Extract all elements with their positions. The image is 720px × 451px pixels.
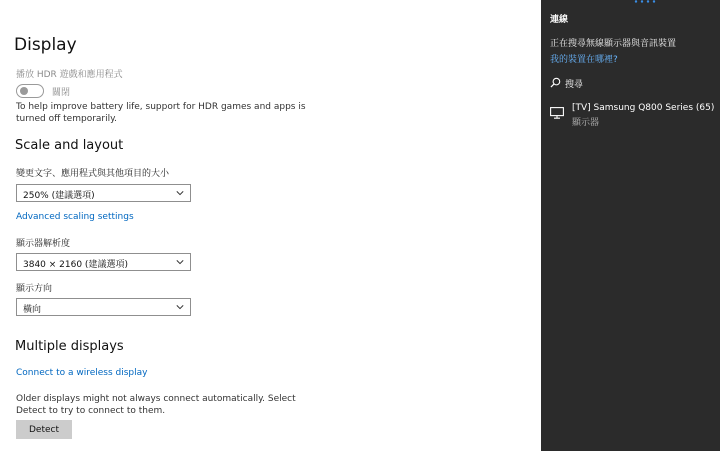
chevron-down-icon (176, 303, 184, 311)
toggle-knob (20, 87, 28, 95)
orientation-value: 橫向 (23, 305, 42, 315)
hdr-label: 播放 HDR 遊戲和應用程式 (16, 70, 123, 80)
orientation-dropdown[interactable] (16, 298, 191, 316)
chevron-down-icon (176, 189, 184, 197)
chevron-down-icon (176, 258, 184, 266)
resolution-dropdown[interactable] (16, 253, 191, 271)
search-icon (550, 77, 561, 88)
page-title: Display (14, 35, 77, 55)
detect-button[interactable]: Detect (16, 420, 72, 439)
progress-dots-icon (634, 0, 658, 3)
text-size-dropdown[interactable] (16, 184, 191, 202)
where-is-my-device-link[interactable]: 我的裝置在哪裡? (550, 55, 618, 65)
resolution-value: 3840 × 2160 (建議選項) (23, 260, 128, 270)
older-displays-note: Older displays might not always connect automatically. Select Detect to try to connect to them. (16, 394, 296, 416)
hdr-toggle[interactable] (16, 84, 44, 98)
resolution-label: 顯示器解析度 (16, 239, 71, 249)
hdr-note: To help improve battery life, support for HDR games and apps is turned off temporarily. (16, 102, 306, 124)
advanced-scaling-link[interactable]: Advanced scaling settings (16, 212, 134, 222)
hdr-toggle-state: 關閉 (52, 88, 71, 98)
panel-title: 連線 (550, 15, 569, 25)
multiple-displays-heading: Multiple displays (15, 339, 124, 354)
scale-section-heading: Scale and layout (15, 138, 124, 153)
searching-status: 正在搜尋無線顯示器與音訊裝置 (550, 39, 677, 49)
search-label: 搜尋 (565, 80, 584, 90)
device-list-item[interactable] (550, 103, 715, 129)
text-size-value: 250% (建議選項) (23, 191, 95, 201)
connect-wireless-display-link[interactable]: Connect to a wireless display (16, 368, 148, 378)
device-type: 顯示器 (572, 118, 600, 128)
orientation-label: 顯示方向 (16, 284, 53, 294)
text-size-label: 變更文字、應用程式與其他項目的大小 (16, 169, 170, 179)
device-name: [TV] Samsung Q800 Series (65) (572, 103, 715, 113)
connect-panel (541, 0, 720, 451)
monitor-icon (550, 107, 564, 119)
